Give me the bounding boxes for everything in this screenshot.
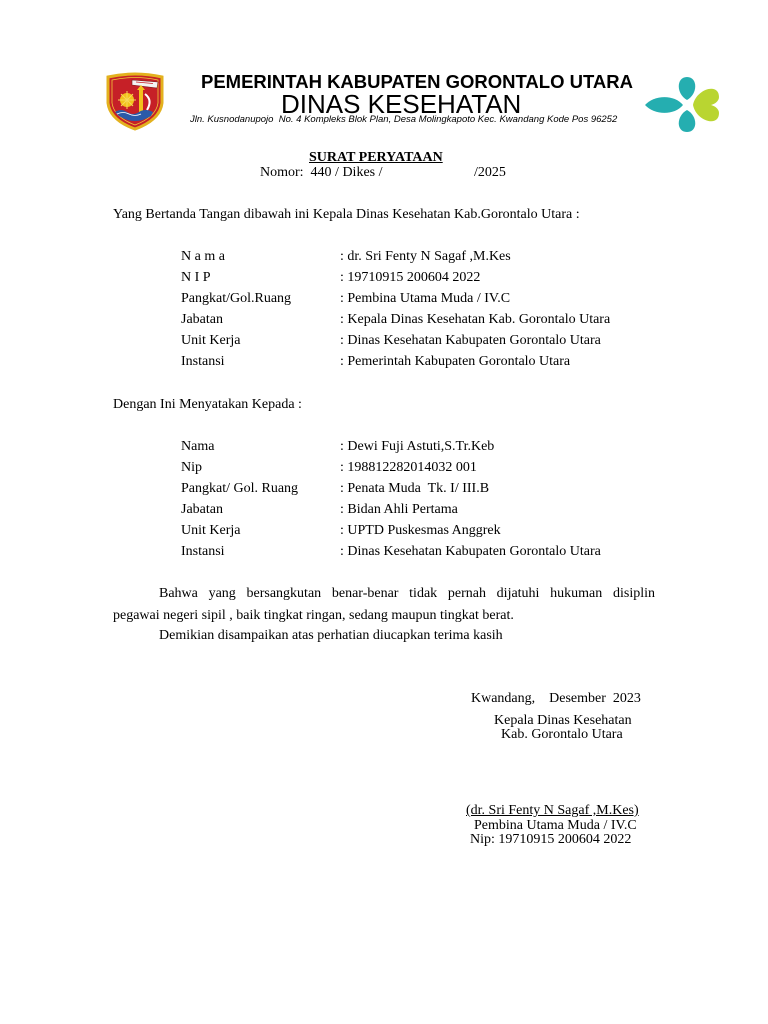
subject-unit-value: : UPTD Puskesmas Anggrek [340, 523, 501, 538]
statement-line-1: Bahwa yang bersangkutan benar-benar tidak pernah dijatuhi hukuman disiplin [159, 586, 655, 601]
regency-emblem-icon [103, 70, 167, 132]
subject-rank-label: Pangkat/ Gol. Ruang [181, 481, 299, 496]
closing-text: Demikian disampaikan atas perhatian diucapkan terima kasih [159, 628, 503, 643]
subject-institution-value: : Dinas Kesehatan Kabupaten Gorontalo Utara [340, 544, 601, 559]
signer-nip-value: : 19710915 200604 2022 [340, 270, 481, 285]
subject-nip-label: Nip [181, 460, 202, 475]
office-address: Jln. Kusnodanupojo No. 4 Kompleks Blok Plan, Desa Molingkapoto Kec. Kwandang Kode Pos 96252 [190, 114, 618, 125]
statement-line-2: pegawai negeri sipil , baik tingkat ringan, sedang maupun tingkat berat. [113, 608, 514, 623]
subject-rank-value: : Penata Muda Tk. I/ III.B [340, 481, 490, 496]
signer-position-value: : Kepala Dinas Kesehatan Kab. Gorontalo Utara [340, 312, 611, 327]
government-heading: PEMERINTAH KABUPATEN GORONTALO UTARA [201, 71, 633, 92]
agency-heading: DINAS KESEHATAN [281, 89, 522, 119]
signer-nip-label: N I P [181, 270, 211, 285]
declaration-intro: Dengan Ini Menyatakan Kepada : [113, 397, 302, 412]
health-ministry-logo-icon [642, 74, 722, 134]
signer-name-label: N a m a [181, 249, 225, 264]
signer-institution-value: : Pemerintah Kabupaten Gorontalo Utara [340, 354, 571, 369]
subject-position-value: : Bidan Ahli Pertama [340, 502, 458, 517]
signer-unit-label: Unit Kerja [181, 333, 241, 348]
signer-position: Kepala Dinas Kesehatan [494, 713, 632, 728]
signer-rank: Pembina Utama Muda / IV.C [474, 818, 637, 833]
subject-institution-label: Instansi [181, 544, 225, 559]
subject-position-label: Jabatan [181, 502, 223, 517]
subject-name-label: Nama [181, 439, 215, 454]
signer-nip: Nip: 19710915 200604 2022 [470, 832, 632, 847]
signer-unit-value: : Dinas Kesehatan Kabupaten Gorontalo Utara [340, 333, 601, 348]
intro-text: Yang Bertanda Tangan dibawah ini Kepala Dinas Kesehatan Kab.Gorontalo Utara : [113, 207, 580, 222]
signer-rank-value: : Pembina Utama Muda / IV.C [340, 291, 511, 306]
signer-position-label: Jabatan [181, 312, 223, 327]
signer-institution-label: Instansi [181, 354, 225, 369]
signer-name-value: : dr. Sri Fenty N Sagaf ,M.Kes [340, 249, 511, 264]
signer-rank-label: Pangkat/Gol.Ruang [181, 291, 292, 306]
place-date: Kwandang, Desember 2023 [471, 691, 641, 706]
signer-full-name: (dr. Sri Fenty N Sagaf ,M.Kes) [466, 803, 639, 818]
letter-title: SURAT PERYATAAN [309, 150, 443, 165]
subject-nip-value: : 198812282014032 001 [340, 460, 477, 475]
letter-number-prefix: Nomor: 440 / Dikes / [260, 165, 383, 180]
letter-number-year: /2025 [474, 165, 506, 180]
signer-region: Kab. Gorontalo Utara [501, 727, 623, 742]
subject-name-value: : Dewi Fuji Astuti,S.Tr.Keb [340, 439, 495, 454]
subject-unit-label: Unit Kerja [181, 523, 241, 538]
